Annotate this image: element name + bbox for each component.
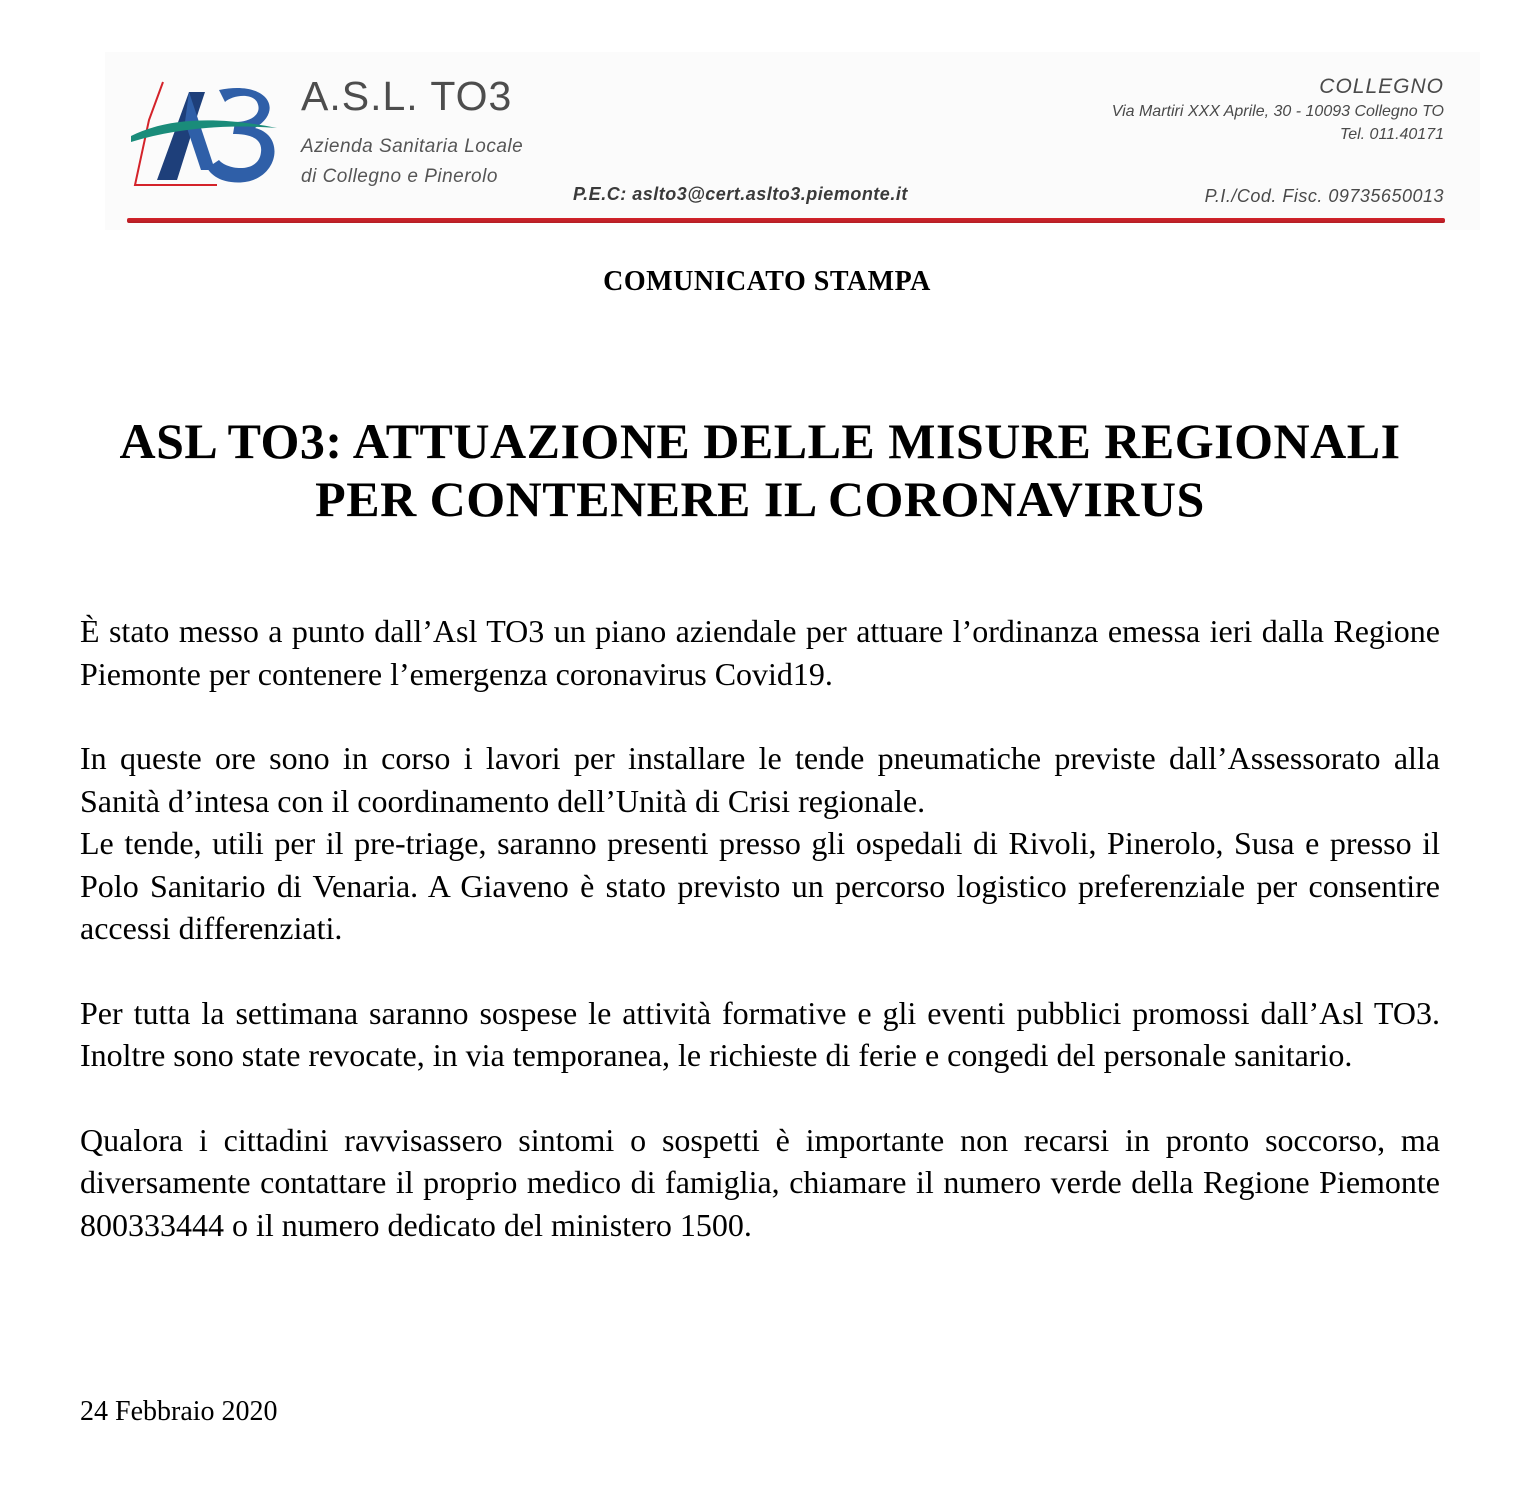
org-subtitle-2: di Collegno e Pinerolo (301, 166, 498, 187)
headline (0, 412, 1520, 528)
org-subtitle-1: Azienda Sanitaria Locale (301, 136, 524, 157)
org-block (301, 70, 523, 192)
paragraph-3: Le tende, utili per il pre-triage, saranno presenti presso gli ospedali di Rivoli, Pinerolo, Susa e presso il Polo Sanitario di Venaria. A Giaveno è stato previsto un percorso logistico preferenziale per consentire accessi differenziati. (80, 825, 1440, 946)
headline-line-1: ASL TO3: ATTUAZIONE DELLE MISURE REGIONALI (119, 413, 1401, 469)
pec-email: P.E.C: aslto3@cert.aslto3.piemonte.it (573, 184, 908, 204)
press-release-label: COMUNICATO STAMPA (603, 266, 931, 297)
asl-to3-logo-icon (127, 70, 287, 195)
letterhead (105, 52, 1480, 230)
org-name: A.S.L. TO3 (301, 73, 513, 119)
paragraph-1: È stato messo a punto dall’Asl TO3 un piano aziendale per attuare l’ordinanza emessa ieri dalla Regione Piemonte per contenere l’emergenza coronavirus Covid19. (80, 613, 1440, 692)
document-date: 24 Febbraio 2020 (80, 1396, 278, 1427)
paragraph-4: Per tutta la settimana saranno sospese le attività formative e gli eventi pubblici promossi dall’Asl TO3. Inoltre sono state revocate, in via temporanea, le richieste di ferie e congedi del personale sanitario. (80, 994, 1440, 1073)
vat-number: P.I./Cod. Fisc. 09735650013 (1204, 186, 1444, 206)
address-street: Via Martiri XXX Aprile, 30 - 10093 Collegno TO (1111, 103, 1444, 120)
body-text (80, 610, 1440, 1246)
address-phone: Tel. 011.40171 (1339, 126, 1444, 143)
paragraph-5: Qualora i cittadini ravvisassero sintomi o sospetti è importante non recarsi in pronto soccorso, ma diversamente contattare il proprio medico di famiglia, chiamare il numero verde della Regione Piemonte 800333444 o il numero dedicato del ministero 1500. (80, 1121, 1440, 1243)
address-block (1112, 74, 1444, 146)
paragraph-2: In queste ore sono in corso i lavori per installare le tende pneumatiche previste dall’Assessorato alla Sanità d’intesa con il coordinamento dell’Unità di Crisi regionale. (80, 740, 1440, 819)
headline-line-2: PER CONTENERE IL CORONAVIRUS (315, 471, 1205, 527)
address-city: COLLEGNO (1319, 75, 1444, 98)
header-divider (127, 218, 1445, 223)
